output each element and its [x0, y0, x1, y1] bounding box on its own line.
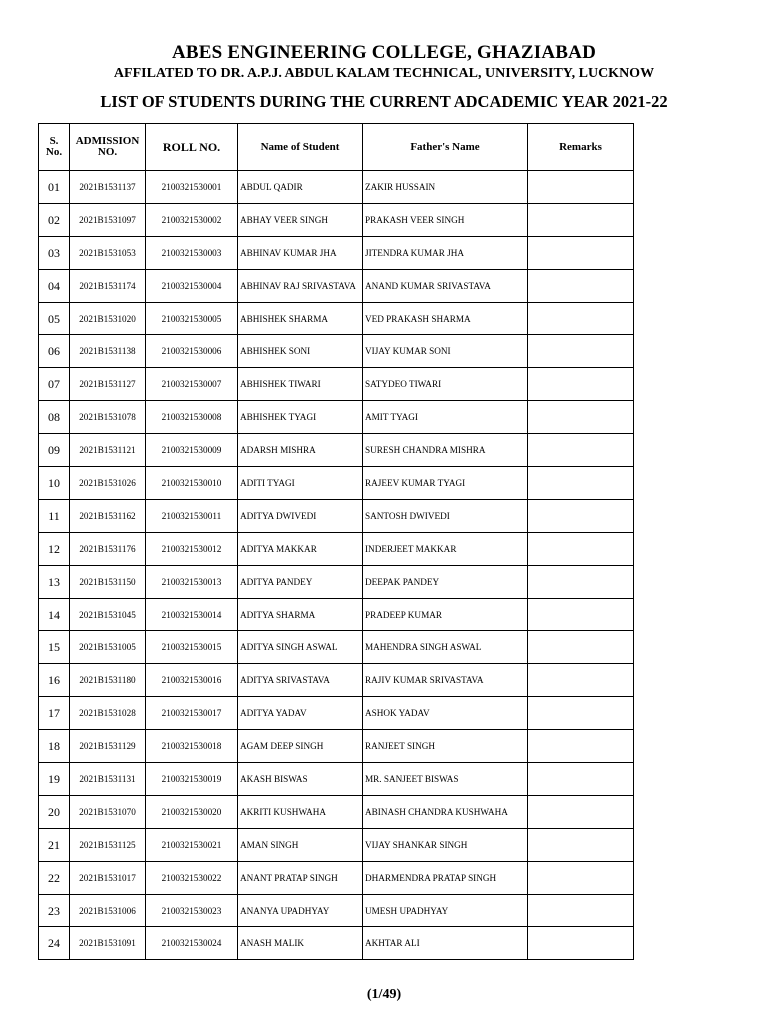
cell-name: ADITYA PANDEY — [238, 565, 363, 598]
cell-remarks — [528, 499, 634, 532]
cell-sno: 09 — [39, 434, 70, 467]
cell-roll: 2100321530015 — [146, 631, 238, 664]
cell-name: ADARSH MISHRA — [238, 434, 363, 467]
cell-remarks — [528, 565, 634, 598]
cell-name: ADITYA SRIVASTAVA — [238, 664, 363, 697]
cell-admission: 2021B1531125 — [70, 828, 146, 861]
cell-admission: 2021B1531174 — [70, 269, 146, 302]
cell-admission: 2021B1531091 — [70, 927, 146, 960]
cell-name: ABHISHEK SHARMA — [238, 302, 363, 335]
cell-name: AKASH BISWAS — [238, 763, 363, 796]
cell-remarks — [528, 368, 634, 401]
cell-roll: 2100321530008 — [146, 401, 238, 434]
cell-father: PRADEEP KUMAR — [363, 598, 528, 631]
cell-admission: 2021B1531176 — [70, 532, 146, 565]
cell-admission: 2021B1531121 — [70, 434, 146, 467]
cell-father: AMIT TYAGI — [363, 401, 528, 434]
cell-father: SURESH CHANDRA MISHRA — [363, 434, 528, 467]
cell-name: AKRITI KUSHWAHA — [238, 795, 363, 828]
cell-name: ABHINAV RAJ SRIVASTAVA — [238, 269, 363, 302]
affiliation-line: AFFILATED TO DR. A.P.J. ABDUL KALAM TECHNICAL, UNIVERSITY, LUCKNOW — [113, 66, 655, 81]
cell-roll: 2100321530009 — [146, 434, 238, 467]
cell-father: VIJAY SHANKAR SINGH — [363, 828, 528, 861]
table-row — [39, 467, 634, 500]
page-number: (1/49) — [366, 987, 402, 1002]
cell-name: ANANT PRATAP SINGH — [238, 861, 363, 894]
cell-roll: 2100321530002 — [146, 203, 238, 236]
cell-roll: 2100321530014 — [146, 598, 238, 631]
table-row — [39, 664, 634, 697]
cell-roll: 2100321530011 — [146, 499, 238, 532]
table-row — [39, 763, 634, 796]
cell-father: DEEPAK PANDEY — [363, 565, 528, 598]
cell-admission: 2021B1531005 — [70, 631, 146, 664]
cell-admission: 2021B1531045 — [70, 598, 146, 631]
list-title: LIST OF STUDENTS DURING THE CURRENT ADCADEMIC YEAR 2021-22 — [100, 92, 668, 111]
cell-sno: 24 — [39, 927, 70, 960]
cell-sno: 13 — [39, 565, 70, 598]
cell-sno: 15 — [39, 631, 70, 664]
cell-remarks — [528, 171, 634, 204]
cell-roll: 2100321530003 — [146, 236, 238, 269]
cell-father: INDERJEET MAKKAR — [363, 532, 528, 565]
cell-father: VED PRAKASH SHARMA — [363, 302, 528, 335]
cell-name: ADITYA DWIVEDI — [238, 499, 363, 532]
cell-name: ABDUL QADIR — [238, 171, 363, 204]
cell-father: DHARMENDRA PRATAP SINGH — [363, 861, 528, 894]
cell-admission: 2021B1531150 — [70, 565, 146, 598]
cell-sno: 18 — [39, 730, 70, 763]
cell-remarks — [528, 467, 634, 500]
table-header-row — [39, 124, 634, 171]
cell-admission: 2021B1531138 — [70, 335, 146, 368]
table-row — [39, 171, 634, 204]
cell-father: MAHENDRA SINGH ASWAL — [363, 631, 528, 664]
cell-name: ADITYA SINGH ASWAL — [238, 631, 363, 664]
table-body — [39, 171, 634, 960]
cell-admission: 2021B1531137 — [70, 171, 146, 204]
cell-remarks — [528, 927, 634, 960]
cell-sno: 01 — [39, 171, 70, 204]
cell-remarks — [528, 598, 634, 631]
cell-admission: 2021B1531020 — [70, 302, 146, 335]
cell-name: ABHISHEK TIWARI — [238, 368, 363, 401]
col-header-name: Name of Student — [238, 124, 363, 171]
cell-admission: 2021B1531026 — [70, 467, 146, 500]
cell-father: JITENDRA KUMAR JHA — [363, 236, 528, 269]
table-row — [39, 927, 634, 960]
cell-remarks — [528, 631, 634, 664]
cell-admission: 2021B1531162 — [70, 499, 146, 532]
cell-remarks — [528, 401, 634, 434]
col-header-remarks: Remarks — [528, 124, 634, 171]
cell-name: ANASH MALIK — [238, 927, 363, 960]
cell-roll: 2100321530023 — [146, 894, 238, 927]
table-row — [39, 368, 634, 401]
cell-roll: 2100321530010 — [146, 467, 238, 500]
table-row — [39, 894, 634, 927]
cell-father: PRAKASH VEER SINGH — [363, 203, 528, 236]
cell-roll: 2100321530020 — [146, 795, 238, 828]
cell-remarks — [528, 861, 634, 894]
table-row — [39, 236, 634, 269]
table-row — [39, 532, 634, 565]
cell-remarks — [528, 335, 634, 368]
student-table — [38, 123, 634, 960]
cell-sno: 03 — [39, 236, 70, 269]
table-row — [39, 401, 634, 434]
cell-father: MR. SANJEET BISWAS — [363, 763, 528, 796]
cell-remarks — [528, 203, 634, 236]
cell-remarks — [528, 269, 634, 302]
table-row — [39, 565, 634, 598]
cell-father: ZAKIR HUSSAIN — [363, 171, 528, 204]
col-header-sno: S. No. — [39, 124, 70, 171]
cell-roll: 2100321530018 — [146, 730, 238, 763]
cell-sno: 16 — [39, 664, 70, 697]
cell-remarks — [528, 302, 634, 335]
cell-roll: 2100321530024 — [146, 927, 238, 960]
cell-name: ADITI TYAGI — [238, 467, 363, 500]
cell-roll: 2100321530021 — [146, 828, 238, 861]
cell-father: UMESH UPADHYAY — [363, 894, 528, 927]
cell-sno: 08 — [39, 401, 70, 434]
college-name: ABES ENGINEERING COLLEGE, GHAZIABAD — [171, 42, 597, 63]
table-row — [39, 795, 634, 828]
cell-roll: 2100321530004 — [146, 269, 238, 302]
cell-remarks — [528, 434, 634, 467]
cell-father: SATYDEO TIWARI — [363, 368, 528, 401]
cell-name: ADITYA YADAV — [238, 697, 363, 730]
cell-father: VIJAY KUMAR SONI — [363, 335, 528, 368]
col-header-father: Father's Name — [363, 124, 528, 171]
cell-name: ABHINAV KUMAR JHA — [238, 236, 363, 269]
table-row — [39, 598, 634, 631]
cell-sno: 02 — [39, 203, 70, 236]
cell-admission: 2021B1531180 — [70, 664, 146, 697]
cell-sno: 20 — [39, 795, 70, 828]
table-row — [39, 828, 634, 861]
table-row — [39, 203, 634, 236]
cell-sno: 11 — [39, 499, 70, 532]
table-row — [39, 861, 634, 894]
cell-name: AMAN SINGH — [238, 828, 363, 861]
cell-admission: 2021B1531131 — [70, 763, 146, 796]
cell-father: ANAND KUMAR SRIVASTAVA — [363, 269, 528, 302]
cell-remarks — [528, 664, 634, 697]
cell-sno: 04 — [39, 269, 70, 302]
cell-roll: 2100321530016 — [146, 664, 238, 697]
cell-roll: 2100321530022 — [146, 861, 238, 894]
table-row — [39, 434, 634, 467]
cell-sno: 10 — [39, 467, 70, 500]
cell-sno: 23 — [39, 894, 70, 927]
table-row — [39, 499, 634, 532]
cell-sno: 21 — [39, 828, 70, 861]
cell-father: SANTOSH DWIVEDI — [363, 499, 528, 532]
cell-roll: 2100321530019 — [146, 763, 238, 796]
table-row — [39, 335, 634, 368]
table-row — [39, 302, 634, 335]
cell-admission: 2021B1531078 — [70, 401, 146, 434]
cell-name: ADITYA SHARMA — [238, 598, 363, 631]
cell-father: ASHOK YADAV — [363, 697, 528, 730]
cell-admission: 2021B1531028 — [70, 697, 146, 730]
cell-roll: 2100321530001 — [146, 171, 238, 204]
cell-remarks — [528, 828, 634, 861]
cell-name: ADITYA MAKKAR — [238, 532, 363, 565]
cell-father: AKHTAR ALI — [363, 927, 528, 960]
col-header-roll: ROLL NO. — [146, 124, 238, 171]
col-header-admission: ADMISSION NO. — [70, 124, 146, 171]
cell-roll: 2100321530006 — [146, 335, 238, 368]
cell-name: AGAM DEEP SINGH — [238, 730, 363, 763]
cell-sno: 06 — [39, 335, 70, 368]
cell-admission: 2021B1531127 — [70, 368, 146, 401]
cell-sno: 14 — [39, 598, 70, 631]
table-row — [39, 631, 634, 664]
cell-sno: 19 — [39, 763, 70, 796]
table-row — [39, 269, 634, 302]
cell-remarks — [528, 763, 634, 796]
cell-admission: 2021B1531053 — [70, 236, 146, 269]
cell-sno: 22 — [39, 861, 70, 894]
cell-roll: 2100321530005 — [146, 302, 238, 335]
cell-name: ABHAY VEER SINGH — [238, 203, 363, 236]
table-row — [39, 697, 634, 730]
cell-roll: 2100321530012 — [146, 532, 238, 565]
cell-roll: 2100321530017 — [146, 697, 238, 730]
cell-remarks — [528, 730, 634, 763]
cell-remarks — [528, 894, 634, 927]
cell-name: ABHISHEK TYAGI — [238, 401, 363, 434]
cell-father: RAJEEV KUMAR TYAGI — [363, 467, 528, 500]
cell-roll: 2100321530007 — [146, 368, 238, 401]
cell-name: ANANYA UPADHYAY — [238, 894, 363, 927]
cell-father: RAJIV KUMAR SRIVASTAVA — [363, 664, 528, 697]
cell-admission: 2021B1531097 — [70, 203, 146, 236]
cell-sno: 17 — [39, 697, 70, 730]
cell-sno: 07 — [39, 368, 70, 401]
cell-father: RANJEET SINGH — [363, 730, 528, 763]
cell-admission: 2021B1531017 — [70, 861, 146, 894]
cell-remarks — [528, 697, 634, 730]
cell-admission: 2021B1531006 — [70, 894, 146, 927]
cell-remarks — [528, 532, 634, 565]
table-row — [39, 730, 634, 763]
cell-admission: 2021B1531129 — [70, 730, 146, 763]
cell-sno: 05 — [39, 302, 70, 335]
cell-sno: 12 — [39, 532, 70, 565]
cell-father: ABINASH CHANDRA KUSHWAHA — [363, 795, 528, 828]
cell-name: ABHISHEK SONI — [238, 335, 363, 368]
cell-roll: 2100321530013 — [146, 565, 238, 598]
cell-remarks — [528, 795, 634, 828]
cell-remarks — [528, 236, 634, 269]
cell-admission: 2021B1531070 — [70, 795, 146, 828]
